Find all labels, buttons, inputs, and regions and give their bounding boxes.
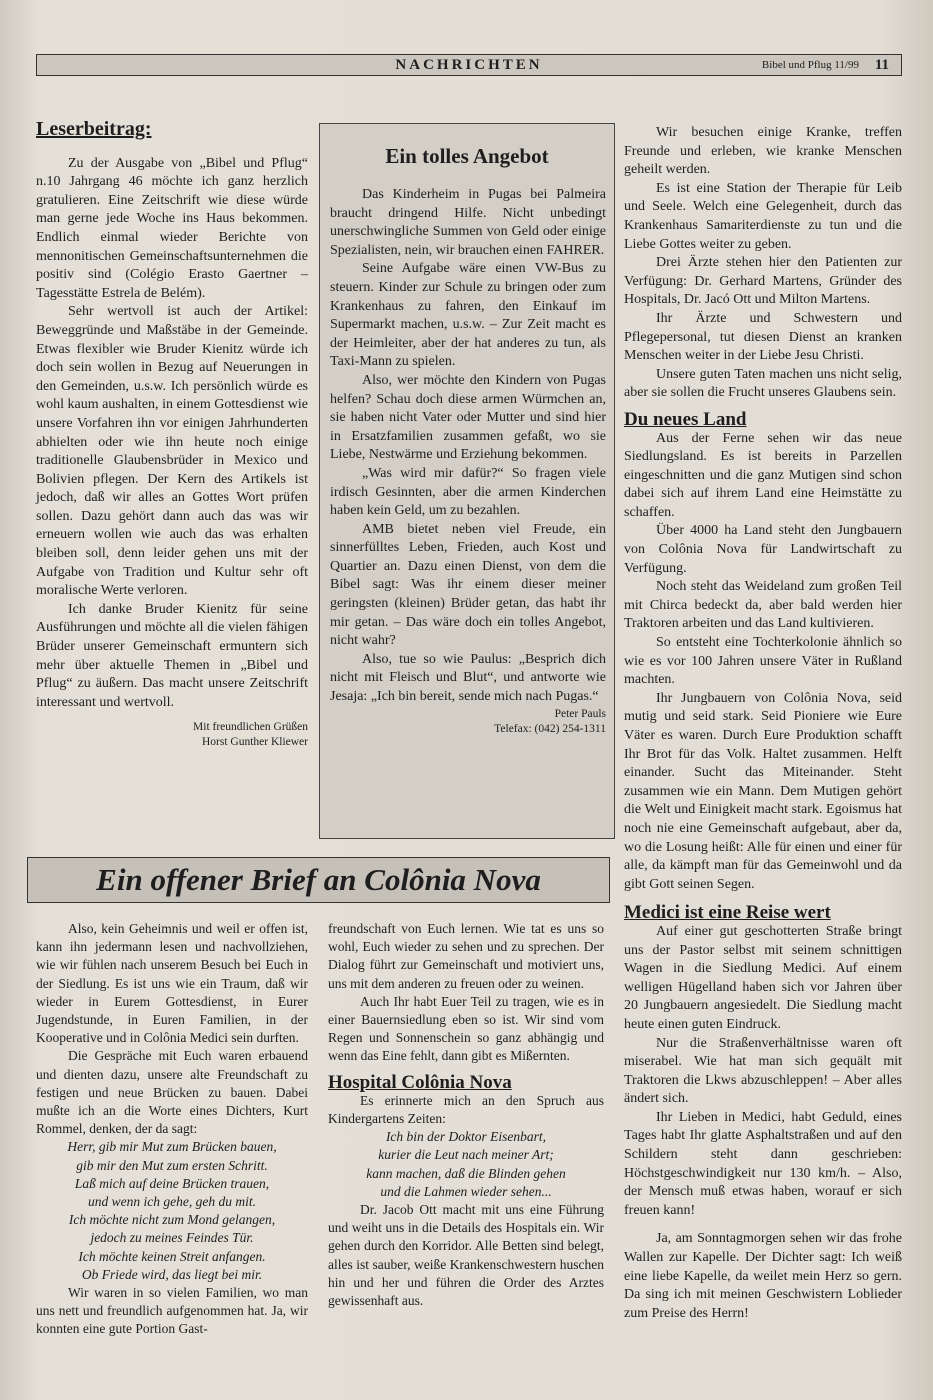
page-number: 11	[874, 57, 889, 73]
rhyme-line: kurier die Leut nach meiner Art;	[378, 1147, 554, 1163]
land-heading: Du neues Land	[624, 408, 747, 430]
issue-label: Bibel und Pflug 11/99	[761, 59, 859, 71]
poem-line: gib mir den Mut zum ersten Schritt.	[76, 1157, 268, 1173]
paragraph: Sehr wertvoll ist auch der Artikel: Beweggründe und Maßstäbe in der Gemeinde. Etwas flexibler wie Bruder Kienitz würde ich doch sein wollen in Bezug auf Neuerungen in den Gemeinden, u.s.w. Ich persönlich würde es wohl kaum aushalten, in einem Gottesdienst wie unsere Vorfahren ihn vor einigen Jahrhunderten abhielten oder wie ihn heute noch einige traditionelle Glaubensbrüder in Mexico und Bolivien pflegen. Der Kern des Artikels ist jedoch, daß wir alles an Gottes Wort prüfen sollen. Dazu gehört dann auch das was wir erneuern wollen wie auch das was erhalten bleiben soll, denn leider gehen uns mit der Aufgabe von Tradition und Kultur sehr oft moralische Werte verloren.	[36, 304, 308, 599]
brief-banner	[27, 857, 610, 903]
paragraph: Zu der Ausgabe von „Bibel und Pflug“ n.10 Jahrgang 46 möchte ich ganz herzlich gratulieren. Eine Zeitschrift wie diese würde man gerne jede Woche ins Haus bekommen. Endlich einmal wieder Berichte von mennonitischen Gemeinschaftsunternehmen die positiv sind (Colégio Erasto Gaertner – Tagesstätte Estrela de Belém).	[36, 155, 308, 301]
paragraph: freundschaft von Euch lernen. Wie tat es uns so wohl, Euch wieder zu sehen und zu sprechen. Der Dialog führt zur Gemeinschaft und motiviert uns, uns mit dem anderen zu freuen oder zu weinen.	[328, 921, 604, 991]
paragraph: So entsteht eine Tochterkolonie ähnlich so wie es vor 100 Jahren unsere Väter in Rußland machten.	[624, 635, 902, 688]
poem-line: Ich möchte nicht zum Mond gelangen,	[68, 1212, 276, 1228]
section-title: NACHRICHTEN	[395, 57, 543, 73]
paragraph: Ihr Jungbauern von Colônia Nova, seid mutig und seid stark. Seid Pioniere wie Eure Väter es waren. Durch Eure Produktion schafft Ihr Brot für das Volk. Haltet zusammen. Helft einander. Sucht das Miteinander. Steht zusammen wie ein Mann. Dem Mutigen gehört die Welt und Einigkeit macht stark. Egoismus hat noch nie eine Gemeinschaft aufgebaut, aber da, wo die Losung heißt: Alle für einen und einer für alle, da kämpft man für das Gemeinwohl und da gibt Gott seinen Segen.	[624, 690, 902, 892]
poem-line: und wenn ich gehe, geh du mit.	[88, 1194, 256, 1210]
poem-line: jedoch zu meines Feindes Tür.	[90, 1230, 254, 1246]
leserbeitrag-heading: Leserbeitrag:	[36, 118, 152, 140]
poem-line: Ich möchte keinen Streit anfangen.	[78, 1248, 266, 1264]
paragraph: AMB bietet neben viel Freude, ein sinnerfülltes Leben, Frieden, auch Kost und Quartier an. Dazu einen Dienst, von dem die Bibel sagt: Was ihr einem dieser meiner geringsten (kleinen) Brüder getan, das habt ihr mir getan. – Das wäre doch ein tolles Angebot, nicht wahr?	[330, 521, 606, 649]
poem-line: Laß mich auf deine Brücken trauen,	[74, 1175, 270, 1191]
medici-heading: Medici ist eine Reise wert	[624, 902, 831, 924]
rhyme-line: Ich bin der Doktor Eisenbart,	[385, 1129, 547, 1145]
paragraph: Nur die Straßenverhältnisse waren oft miserabel. Wie hat man sich gequält mit Traktoren die Lkws abzuschleppen! – Aber alles ändert sich.	[624, 1035, 902, 1107]
angebot-text	[330, 186, 606, 737]
paragraph: Dr. Jacob Ott macht mit uns eine Führung und weiht uns in die Details des Hospitals ein. Wir gehen durch den Korridor. Alle Betten sind belegt, alles ist sauber, weiße Krankenschwestern huschen hin und her und führen die Order des Arztes gewissenhaft aus.	[328, 1202, 604, 1309]
paragraph: Auch Ihr habt Euer Teil zu tragen, wie es in einer Bauernsiedlung eben so ist. Wir sind vom Regen und Sonnenschein so ganz abhängig und wenn das Eine fehlt, dann gibt es Mißernten.	[328, 993, 604, 1064]
author: Peter Pauls	[554, 707, 606, 720]
paragraph: Noch steht das Weideland zum großen Teil mit Chirca bedeckt da, aber bald werden hier Traktoren arbeiten und das Land kultivieren.	[624, 579, 902, 632]
rhyme-line: kann machen, daß die Blinden gehen	[366, 1165, 566, 1181]
paragraph: Wir besuchen einige Kranke, treffen Freunde und erleben, wie kranke Menschen geheilt werden.	[624, 125, 902, 178]
paragraph: Ja, am Sonntagmorgen sehen wir das frohe Wallen zur Kapelle. Der Dichter sagt: Ich weiß eine liebe Kapelle, da weilet mein Herz so gern. Da sing ich mit meinen Geschwistern Loblieder zum Preise des Herrn!	[624, 1231, 902, 1321]
paragraph: Ich danke Bruder Kienitz für seine Ausführungen und möchte all die vielen fähigen Brüder unserer Gemeinschaft ermuntern sich mehr über aktuelle Themen in „Bibel und Pflug“ zu äußern. Das macht unsere Zeitschrift interessant und wertvoll.	[36, 601, 308, 710]
paragraph: Wir waren in so vielen Familien, wo man uns nett und freundlich aufgenommen hat. Ja, wir konnten eine gute Portion Gast-	[36, 1285, 308, 1337]
paragraph: Seine Aufgabe wäre einen VW-Bus zu steuern. Kinder zur Schule zu bringen oder zum Krankenhaus zu fahren, den Einkauf im Supermarkt machen, u.s.w. – Zur Zeit macht es der Heimleiter, aber der hat anderes zu tun, als Taxi-Mann zu spielen.	[330, 261, 606, 370]
paragraph: Die Gespräche mit Euch waren erbauend und dienten dazu, unsere alte Freundschaft zu festigen und neue Brücken zu bauen. Dabei mußte ich an die Worte eines Dichters, Kurt Rommel, denken, der da sagt:	[36, 1048, 308, 1137]
paragraph: Es erinnerte mich an den Spruch aus Kindergartens Zeiten:	[328, 1092, 604, 1127]
angebot-box	[319, 123, 615, 839]
paragraph: Es ist eine Station der Therapie für Leib und Seele. Welch eine Gelegenheit, durch das Krankenhaus Samariterdienste zu tun und die Liebe Gottes weiter zu geben.	[624, 180, 902, 252]
brief-column-1	[36, 920, 308, 1339]
paragraph: Das Kinderheim in Pugas bei Palmeira braucht dringend Hilfe. Nicht unbedingt unerschwingliche Summen von Geld oder einige Spezialisten, nein, wir brauchen einen FAHRER.	[330, 187, 606, 258]
page-header	[36, 54, 902, 76]
rhyme	[328, 1128, 604, 1201]
paragraph: Also, tue so wie Paulus: „Besprich dich nicht mit Fleisch und Blut“, und antworte wie Jesaja: „Ich bin bereit, sende mich nach Pugas.“	[330, 651, 606, 705]
hospital-heading: Hospital Colônia Nova	[328, 1071, 512, 1093]
phone: Telefax: (042) 254-1311	[494, 722, 606, 735]
paragraph: Auf einer gut geschotterten Straße bringt uns der Pastor selbst mit seinem schnittigen Wagen in die Siedlung Medici. Auf einem welligen Hügelland haben sich vor Jahren über 20 Jungbauern angesiedelt. Die Siedlung macht heute einen guten Eindruck.	[624, 923, 902, 1032]
paragraph: Aus der Ferne sehen wir das neue Siedlungsland. Es ist bereits in Parzellen eingeschnitten und die ganz Mutigen sind schon dabei sich auf ihrem Land eine Heimstätte zu schaffen.	[624, 430, 902, 520]
leserbeitrag-column	[36, 120, 308, 750]
right-column	[624, 124, 902, 1323]
paragraph: Über 4000 ha Land steht den Jungbauern von Colônia Nova für Landwirtschaft zu Verfügung.	[624, 523, 902, 576]
paragraph: Drei Ärzte stehen hier den Patienten zur Verfügung: Dr. Gerhard Martens, Gründer des Hospitals, Dr. Jacó Ott und Milton Martens.	[624, 255, 902, 308]
greeting: Mit freundlichen Grüßen	[193, 721, 308, 734]
paragraph: Ihr Ärzte und Schwestern und Pflegepersonal, tut diesen Dienst an kranken Menschen weiter in der Liebe Jesu Christi.	[624, 310, 902, 364]
poem-line: Herr, gib mir Mut zum Brücken bauen,	[67, 1139, 277, 1155]
poem	[36, 1138, 308, 1284]
rhyme-line: und die Lahmen wieder sehen...	[380, 1183, 552, 1199]
paragraph: Ihr Lieben in Medici, habt Geduld, eines Tages habt Ihr glatte Asphaltstraßen und auf den Schildern steht dann geschrieben: Höchstgeschwindigkeit nur 130 km/h. – Also, der Mensch muß etwas haben, worauf er sich freuen kann!	[624, 1109, 902, 1218]
angebot-title: Ein tolles Angebot	[385, 144, 549, 168]
author: Horst Gunther Kliewer	[201, 736, 308, 749]
paragraph: Also, wer möchte den Kindern von Pugas helfen? Schau doch diese armen Würmchen an, sie haben nicht Vater oder Mutter und sind hier in Ersatzfamilien zusammen gefaßt, wo sie Liebe, Nestwärme und Erziehung bekommen.	[330, 372, 606, 463]
paragraph: „Was wird mir dafür?“ So fragen viele irdisch Gesinnten, aber die armen Kinderchen haben kein Geld, um zu bezahlen.	[330, 465, 606, 519]
paragraph: Also, kein Geheimnis und weil er offen ist, kann ihn jedermann lesen und nachvollziehen, wie wir fühlen nach unserem Besuch bei Euch in der Siedlung. Es ist uns wie ein Traum, daß wir wieder in Eurem Gottesdienst, in Eurer Jugendstunde, in Euren Familien, in der Kooperative und in Colônia Medici sein durften.	[36, 921, 308, 1046]
brief-title: Ein offener Brief an Colônia Nova	[96, 862, 541, 897]
paragraph: Unsere guten Taten machen uns nicht selig, aber sie sollen die Frucht unseres Glaubens sein.	[624, 366, 902, 401]
poem-line: Ob Friede wird, das liegt bei mir.	[81, 1266, 263, 1282]
brief-column-2	[328, 920, 604, 1310]
